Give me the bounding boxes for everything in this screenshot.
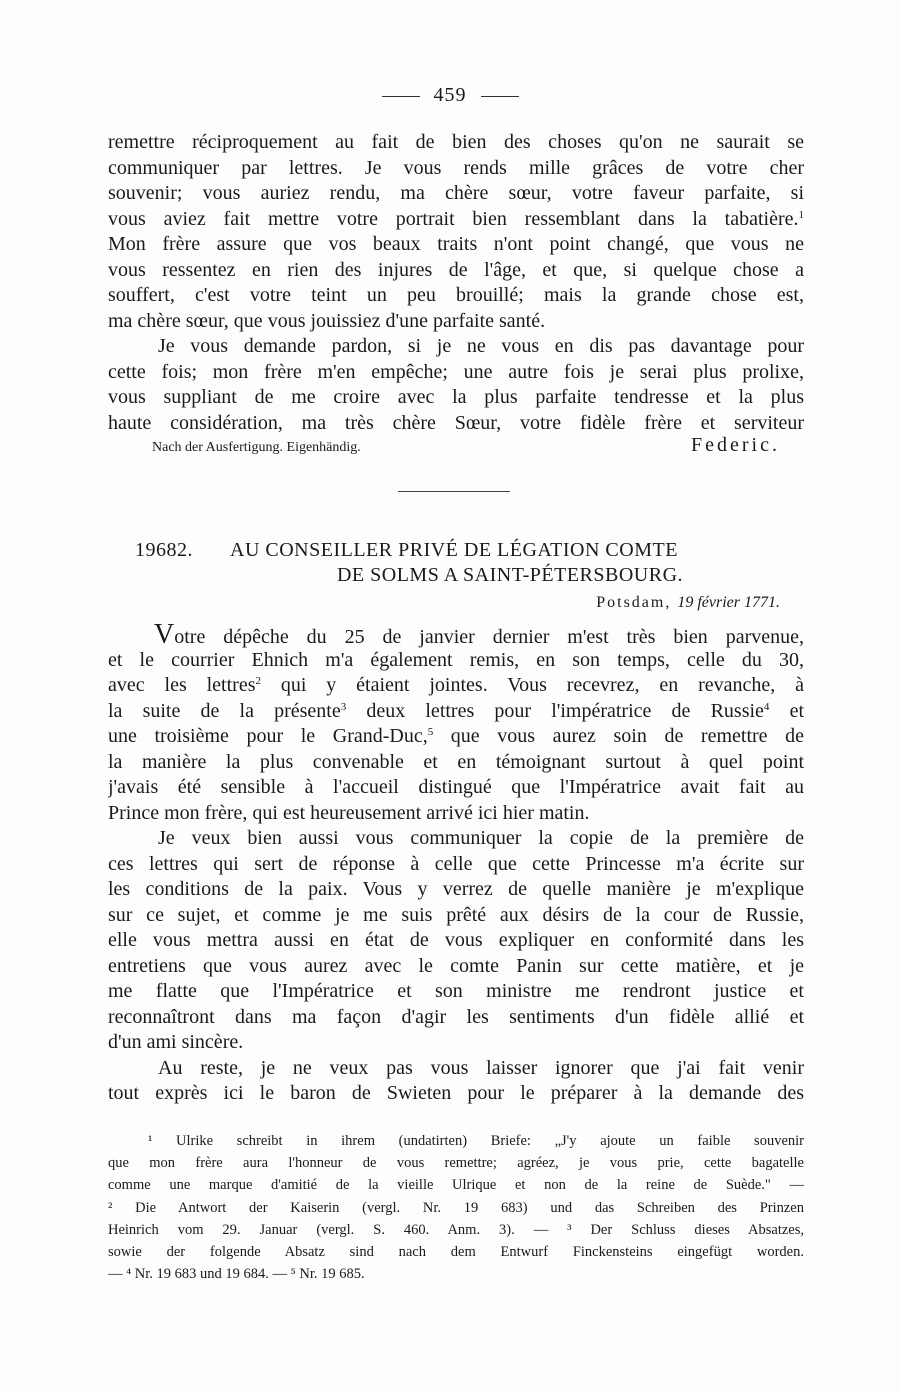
text-line: remettre réciproquement au fait de bien des choses qu'on ne saurait se: [108, 131, 804, 153]
footnote-mark: 4: [763, 700, 770, 713]
heading-line-1: AU CONSEILLER PRIVÉ DE LÉGATION COMTE: [230, 539, 678, 561]
text-line: d'un ami sincère.: [108, 1031, 244, 1053]
source-text: Nach der Ausfertigung. Eigenhändig.: [152, 440, 361, 455]
text-line: Je veux bien aussi vous communiquer la copie de la première de: [158, 827, 804, 849]
letter-number: 19682.: [135, 539, 193, 561]
text-line: souvenir; vous auriez rendu, ma chère sœur, votre faveur parfaite, si: [108, 182, 804, 204]
section-divider: [398, 491, 510, 492]
source-note: [152, 434, 780, 456]
text-line: tout exprès ici le baron de Swieten pour le préparer à la demande des: [108, 1082, 804, 1104]
footnote-line: comme une marque d'amitié de la vieille Ulrique et non de la reine de Suède." —: [108, 1177, 804, 1194]
text-line: Mon frère assure que vos beaux traits n'ont point changé, que vous ne: [108, 233, 804, 255]
text-line: communiquer par lettres. Je vous rends mille grâces de votre cher: [108, 156, 804, 179]
text-line: entretiens que vous aurez avec le comte Panin sur cette matière, et je: [108, 954, 804, 977]
place-date: [596, 594, 780, 612]
page-number-dash-right: [481, 96, 519, 97]
heading-line-2: DE SOLMS A SAINT-PÉTERSBOURG.: [336, 564, 684, 586]
text-line: la suite de la présente$^3$ deux lettres pour l'impératrice de Russie$^4$ et: [108, 699, 804, 722]
text-line: avec les lettres$^2$ qui y étaient jointes. Vous recevrez, en revanche, à: [108, 674, 804, 696]
text-line: vous suppliant de me croire avec la plus parfaite tendresse et la plus: [108, 386, 804, 408]
text-line: elle vous mettra aussi en état de vous expliquer en conformité dans les: [108, 929, 804, 951]
text-line: les conditions de la paix. Vous y verrez de quelle manière je m'explique: [108, 878, 804, 900]
text-line: vous aviez fait mettre votre portrait bien ressemblant dans la tabatière.$^1$: [108, 207, 804, 230]
text-line: souffert, c'est votre teint un peu brouillé; mais la grande chose est,: [108, 284, 804, 306]
text-line: reconnaîtront dans ma façon d'agir les sentiments d'un fidèle allié et: [108, 1005, 804, 1028]
text-line: Prince mon frère, qui est heureusement arrivé ici hier matin.: [108, 801, 590, 824]
footnote-line: — ⁴ Nr. 19 683 und 19 684. — ⁵ Nr. 19 685.: [108, 1266, 365, 1283]
text-line: la manière la plus convenable et en témoignant surtout à quel point: [108, 750, 804, 773]
text-line: Je vous demande pardon, si je ne vous en dis pas davantage pour: [158, 335, 804, 357]
text-line: sur ce sujet, et comme je me suis prêté aux désirs de la cour de Russie,: [108, 903, 804, 926]
text-line: haute considération, ma très chère Sœur, votre fidèle frère et serviteur: [108, 411, 804, 434]
footnote-line: ² Die Antwort der Kaiserin (vergl. Nr. 19 683) und das Schreiben des Prinzen: [108, 1199, 804, 1216]
footnote-line: que mon frère aura l'honneur de vous remettre; agréez, je vous prie, cette bagatelle: [108, 1155, 804, 1172]
footnote-mark: 2: [255, 675, 261, 687]
letter2-text: [108, 622, 804, 1107]
drop-cap: V: [154, 622, 175, 648]
text-line: ces lettres qui sert de réponse à celle que cette Princesse m'a écrite sur: [108, 852, 804, 875]
footnote-mark: 3: [340, 700, 347, 713]
text-line: j'avais été sensible à l'accueil distingué que l'Impératrice avait fait au: [108, 776, 804, 798]
text-line: vous ressentez en rien des injures de l'âge, et que, si quelque chose a: [108, 258, 804, 281]
footnote-mark: 5: [427, 726, 434, 738]
text-line: et le courrier Ehnich m'a également remis, en son temps, celle du 30,: [108, 648, 804, 671]
page-number-dash-left: [382, 96, 420, 97]
footnote-line: ¹ Ulrike schreibt in ihrem (undatirten) Briefe: „J'y ajoute un faible souvenir: [148, 1133, 804, 1149]
text-line: Votre dépêche du 25 de janvier dernier m'est très bien parvenue,: [108, 622, 804, 648]
text-line: une troisième pour le Grand-Duc,$^5$ que vous aurez soin de remettre de: [108, 725, 804, 747]
signature: Federic.: [691, 434, 780, 456]
text-line: cette fois; mon frère m'en empêche; une autre fois je serai plus prolixe,: [108, 360, 804, 383]
date: 19 février 1771.: [677, 594, 780, 611]
text-line: Au reste, je ne veux pas vous laisser ignorer que j'ai fait venir: [158, 1056, 804, 1079]
footnote-line: Heinrich vom 29. Januar (vergl. S. 460. Anm. 3). — ³ Der Schluss dieses Absatzes,: [108, 1221, 804, 1238]
page-number: 459: [0, 84, 900, 107]
text-line: ma chère sœur, que vous jouissiez d'une parfaite santé.: [108, 309, 546, 332]
footnote-mark: 1: [798, 208, 804, 221]
footnotes: [108, 1130, 804, 1285]
text-line: me flatte que l'Impératrice et son ministre me rendront justice et: [108, 980, 804, 1002]
letter1-text: [108, 130, 804, 436]
footnote-line: sowie der folgende Absatz sind nach dem Entwurf Finckensteins eingefügt worden.: [108, 1243, 804, 1260]
place: Potsdam,: [596, 594, 672, 611]
